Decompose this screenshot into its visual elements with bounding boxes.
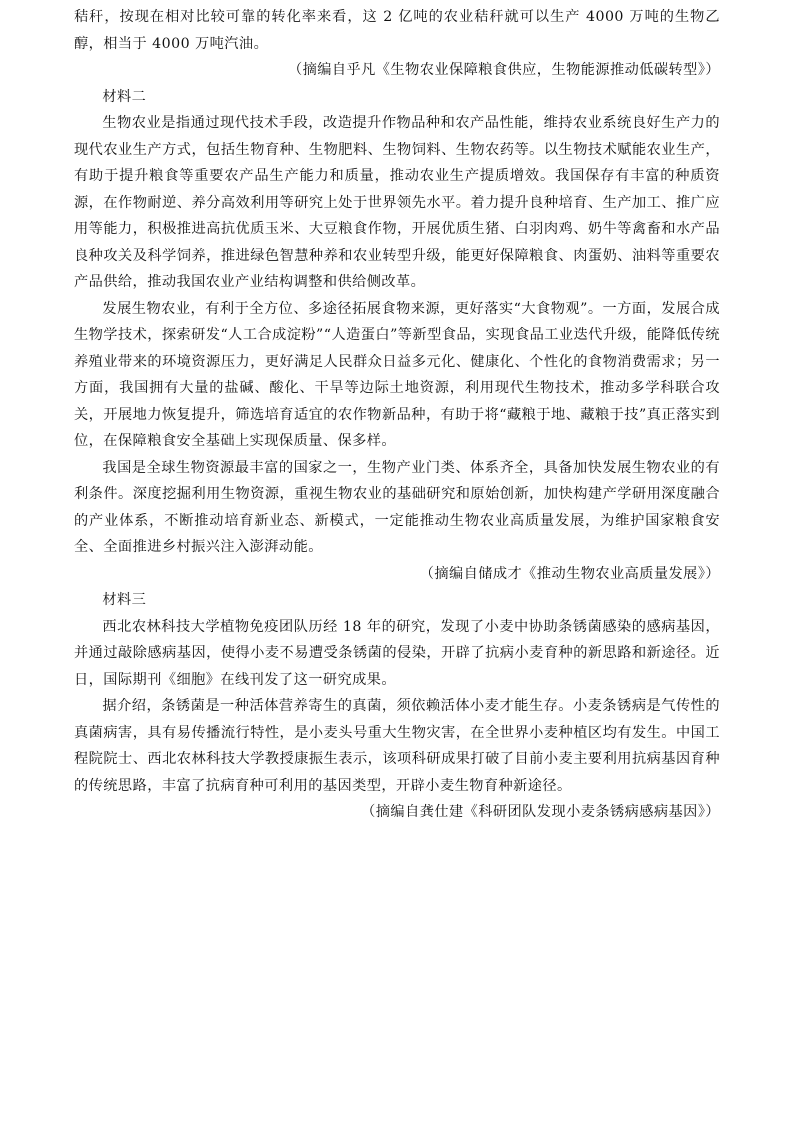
- source-citation-3: （摘编自龚仕建《科研团队发现小麦条锈病感病基因》）: [361, 804, 720, 820]
- material-3-paragraph: 据介绍，条锈菌是一种活体营养寄生的真菌，须依赖活体小麦才能生存。小麦条锈病是气传性的真菌病害，具有易传播流行特性，是小麦头号重大生物灾害，在全世界小麦种植区均有发生。中国工程院院士、西北农林科技大学教授康振生表示，该项科研成果打破了目前小麦主要利用抗病基因育种的传统思路，丰富了抗病育种可利用的基因类型，开辟小麦生物育种新途径。: [74, 698, 720, 794]
- material-2-heading: 材料二: [102, 88, 147, 105]
- source-citation-2: （摘编自储成才《推动生物农业高质量发展》）: [419, 565, 720, 582]
- continuation-paragraph: 秸秆，按现在相对比较可靠的转化率来看，这 2 亿吨的农业秸秆就可以生产 4000 万吨的生物乙醇，相当于 4000 万吨汽油。: [74, 9, 720, 52]
- material-3-heading: 材料三: [102, 592, 147, 608]
- material-3-paragraph: 西北农林科技大学植物免疫团队历经 18 年的研究，发现了小麦中协助条锈菌感染的感病基因，并通过敲除感病基因，使得小麦不易遭受条锈菌的侵染，开辟了抗病小麦育种的新思路和新途径。近日，国际期刊《细胞》在线刊发了这一研究成果。: [74, 618, 720, 688]
- material-2-paragraph: 生物农业是指通过现代技术手段，改造提升作物品种和农产品性能，维持农业系统良好生产力的现代农业生产方式，包括生物育种、生物肥料、生物饲料、生物农药等。以生物技术赋能农业生产，有助于提升粮食等重要农产品生产能力和质量，推动农业生产提质增效。我国保存有丰富的种质资源，在作物耐逆、养分高效利用等研究上处于世界领先水平。着力提升良种培育、生产加工、推广应用等能力，积极推进高抗优质玉米、大豆粮食作物，开展优质生猪、白羽肉鸡、奶牛等禽畜和水产品良种攻关及科学饲养，推进绿色智慧种养和农业转型升级，能更好保障粮食、肉蛋奶、油料等重要农产品供给，推动我国农业产业结构调整和供给侧改革。: [74, 115, 720, 290]
- material-2-paragraph: 我国是全球生物资源最丰富的国家之一，生物产业门类、体系齐全，具备加快发展生物农业的有利条件。深度挖掘利用生物资源，重视生物农业的基础研究和原始创新，加快构建产学研用深度融合的产业体系，不断推动培育新业态、新模式，一定能推动生物农业高质量发展，为维护国家粮食安全、全面推进乡村振兴注入澎湃动能。: [74, 459, 720, 555]
- document-body: [74, 4, 720, 826]
- material-2-paragraph: 发展生物农业，有利于全方位、多途径拓展食物来源，更好落实“大食物观”。一方面，发展合成生物学技术，探索研发“人工合成淀粉”“人造蛋白”等新型食品，实现食品工业迭代升级，能降低传统养殖业带来的环境资源压力，更好满足人民群众日益多元化、健康化、个性化的食物消费需求；另一方面，我国拥有大量的盐碱、酸化、干旱等边际土地资源，利用现代生物技术，推动多学科联合攻关，开展地力恢复提升，筛选培育适宜的农作物新品种，有助于将“藏粮于地、藏粮于技”真正落实到位，在保障粮食安全基础上实现保质量、保多样。: [74, 300, 720, 449]
- source-citation-1: （摘编自乎凡《生物农业保障粮食供应，生物能源推动低碳转型》）: [287, 62, 720, 78]
